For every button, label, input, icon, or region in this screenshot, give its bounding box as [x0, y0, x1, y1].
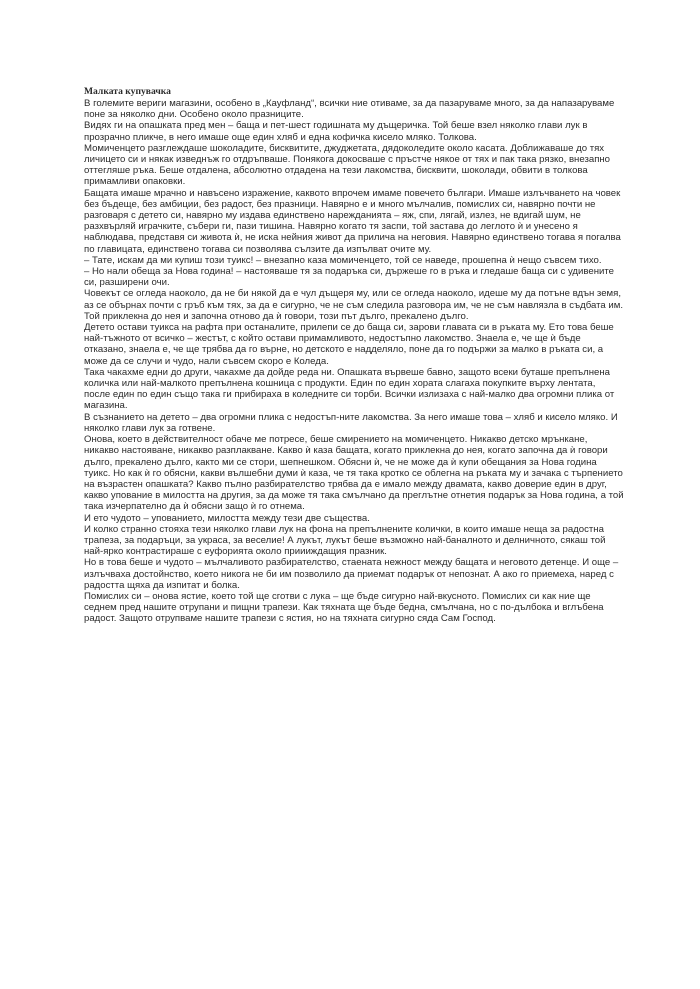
paragraph: И ето чудото – упованието, милостта между тези две същества.	[84, 512, 370, 524]
paragraph: Бащата имаше мрачно и навъсено изражение, каквото впрочем имаме повечето българи. Имаше излъчването на човек без бъдеще, без амбиции, без радост, без празници. Навярно е и много мълчалив, помислих си, навярно почти не разговаря с детето си, навярно му издава единствено нарежданията – яж, спи, лягай, излез, не вдигай шум, не разхвърляй играчките, събери ги, пази тишина. Навярно когато тя заспи, той застава до леглото ѝ и унесено я наблюдава, представя си живота ѝ, не иска нейния живот да прилича на неговия. Навярно единствено тогава я погалва по главицата, единствено тогава си позволява сълзите да изпълват очите му.	[84, 187, 621, 255]
document-title: Малката купувачка	[84, 86, 171, 97]
paragraph: В съзнанието на детето – два огромни плика с недостъп-ните лакомства. За него имаше това – хляб и кисело мляко. И няколко глави лук за готвене.	[84, 411, 618, 434]
paragraph: – Но нали обеща за Нова година! – настояваше тя за подаръка си, държеше го в ръка и гледаше баща си с удивените си, разширени очи.	[84, 266, 614, 289]
paragraph: Момиченцето разглеждаше шоколадите, бисквитите, джуджетата, дядоколедите около касата. Доближаваше до тях личицето си и някак изведнъж го отдръпваше. Понякога докосваше с пръстче някое от тях и пак така рязко, внезапно оттегляше ръка. Беше отдалена, абсолютно отдадена на тези лакомства, бисквити, шоколади, обвити в толкова примамливи опаковки.	[84, 142, 611, 188]
paragraph: Детето остави туикса на рафта при останалите, прилепи се до баща си, зарови главата си в ръката му. Ето това беше най-тъжното от всичко – жестът, с който остави примамливото, недостъпно лакомство. Знаела е, че ще ѝ бъде отказано, знаела е, че ще трябва да го върне, но детското е надделяло, поне да го подържи за малко в ръката си, а може да се случи и чудо, нали съвсем скоро е Коледа.	[84, 322, 614, 367]
paragraph: Онова, което в действителност обаче ме потресе, беше смирението на момиченцето. Никакво детско мрънкане, никакво настояване, никакво разплакване. Какво ѝ каза бащата, когато приклекна до нея, когато започна да ѝ говори дълго, прекалено дълго, както ми се стори, шепнешком. Обясни ѝ, че не може да ѝ купи обещания за Нова година туикс. Но как ѝ го обясни, какви вълшебни думи ѝ каза, че тя така кротко се облегна на ръката му и зачака с търпението на възрастен опашката? Какво пълно разбирателство трябва да е имало между двамата, какво доверие един в друг, какво упование в милостта на другия, за да може тя така смълчано да преглътне отнетия подарък за Нова година, а той така изчерпателно да ѝ обясни защо ѝ го отнема.	[84, 434, 624, 513]
paragraph: Помислих си – онова ястие, което той ще сготви с лука – ще бъде сигурно най-вкусното. Помислих си как ние ще седнем пред нашите отрупани и пищни трапези. Как тяхната ще бъде бедна, смълчана, но с по-дълбока и вглъбена радост. Защото отрупваме нашите трапези с ястия, но на тяхната сигурно сяда Сам Господ.	[84, 590, 604, 625]
paragraph: И колко странно стояха тези няколко глави лук на фона на препълнените колички, в които имаше неща за радостна трапеза, за подаръци, за украса, за веселие! А лукът, лукът беше възможно най-баналното и делничното, сякаш той най-ярко контрастираше с еуфорията около приииждащия празник.	[84, 523, 606, 558]
paragraph: Но в това беше и чудото – мълчаливото разбирателство, стаената нежност между бащата и неговото детенце. И още – излъчваха достойнство, което никога не би им позволило да приемат подарък от непознат. А ако го приемеха, наред с радостта щяха да изпитат и болка.	[84, 557, 619, 591]
paragraph: Човекът се огледа наоколо, да не би някой да е чул дъщеря му, или се огледа наоколо, идеше му да потъне вдън земя, аз се обърнах почти с гръб към тях, за да е сигурно, че не съм следила разговора им, че не съм навлязла в съдбата им. Той приклекна до нея и започна отново да ѝ говори, този път дълго, прекалено дълго.	[84, 288, 624, 322]
paragraph: В големите вериги магазини, особено в „Кауфланд“, всички ние отиваме, за да пазаруваме много, за да напазаруваме поне за няколко дни. Особено около празниците.	[84, 98, 615, 121]
paragraph: – Тате, искам да ми купиш този туикс! – внезапно каза момиченцето, той се наведе, прошепна ѝ нещо съвсем тихо.	[84, 254, 602, 266]
paragraph: Така чакахме едни до други, чакахме да дойде реда ни. Опашката вървеше бавно, защото всеки буташе препълнена количка или най-малкото препълнена кошница с продукти. Един по един хората слагаха покупките върху лентата, после един по един също така ги прибираха в коледните си торби. Всички излизаха с най-малко два огромни плика от магазина.	[84, 366, 615, 412]
paragraph: Видях ги на опашката пред мен – баща и пет-шест годишната му дъщеричка. Той беше взел няколко глави лук в прозрачно пликче, в него имаше още един хляб и една кофичка кисело мляко. Толкова.	[84, 120, 588, 143]
document-body	[84, 87, 624, 625]
